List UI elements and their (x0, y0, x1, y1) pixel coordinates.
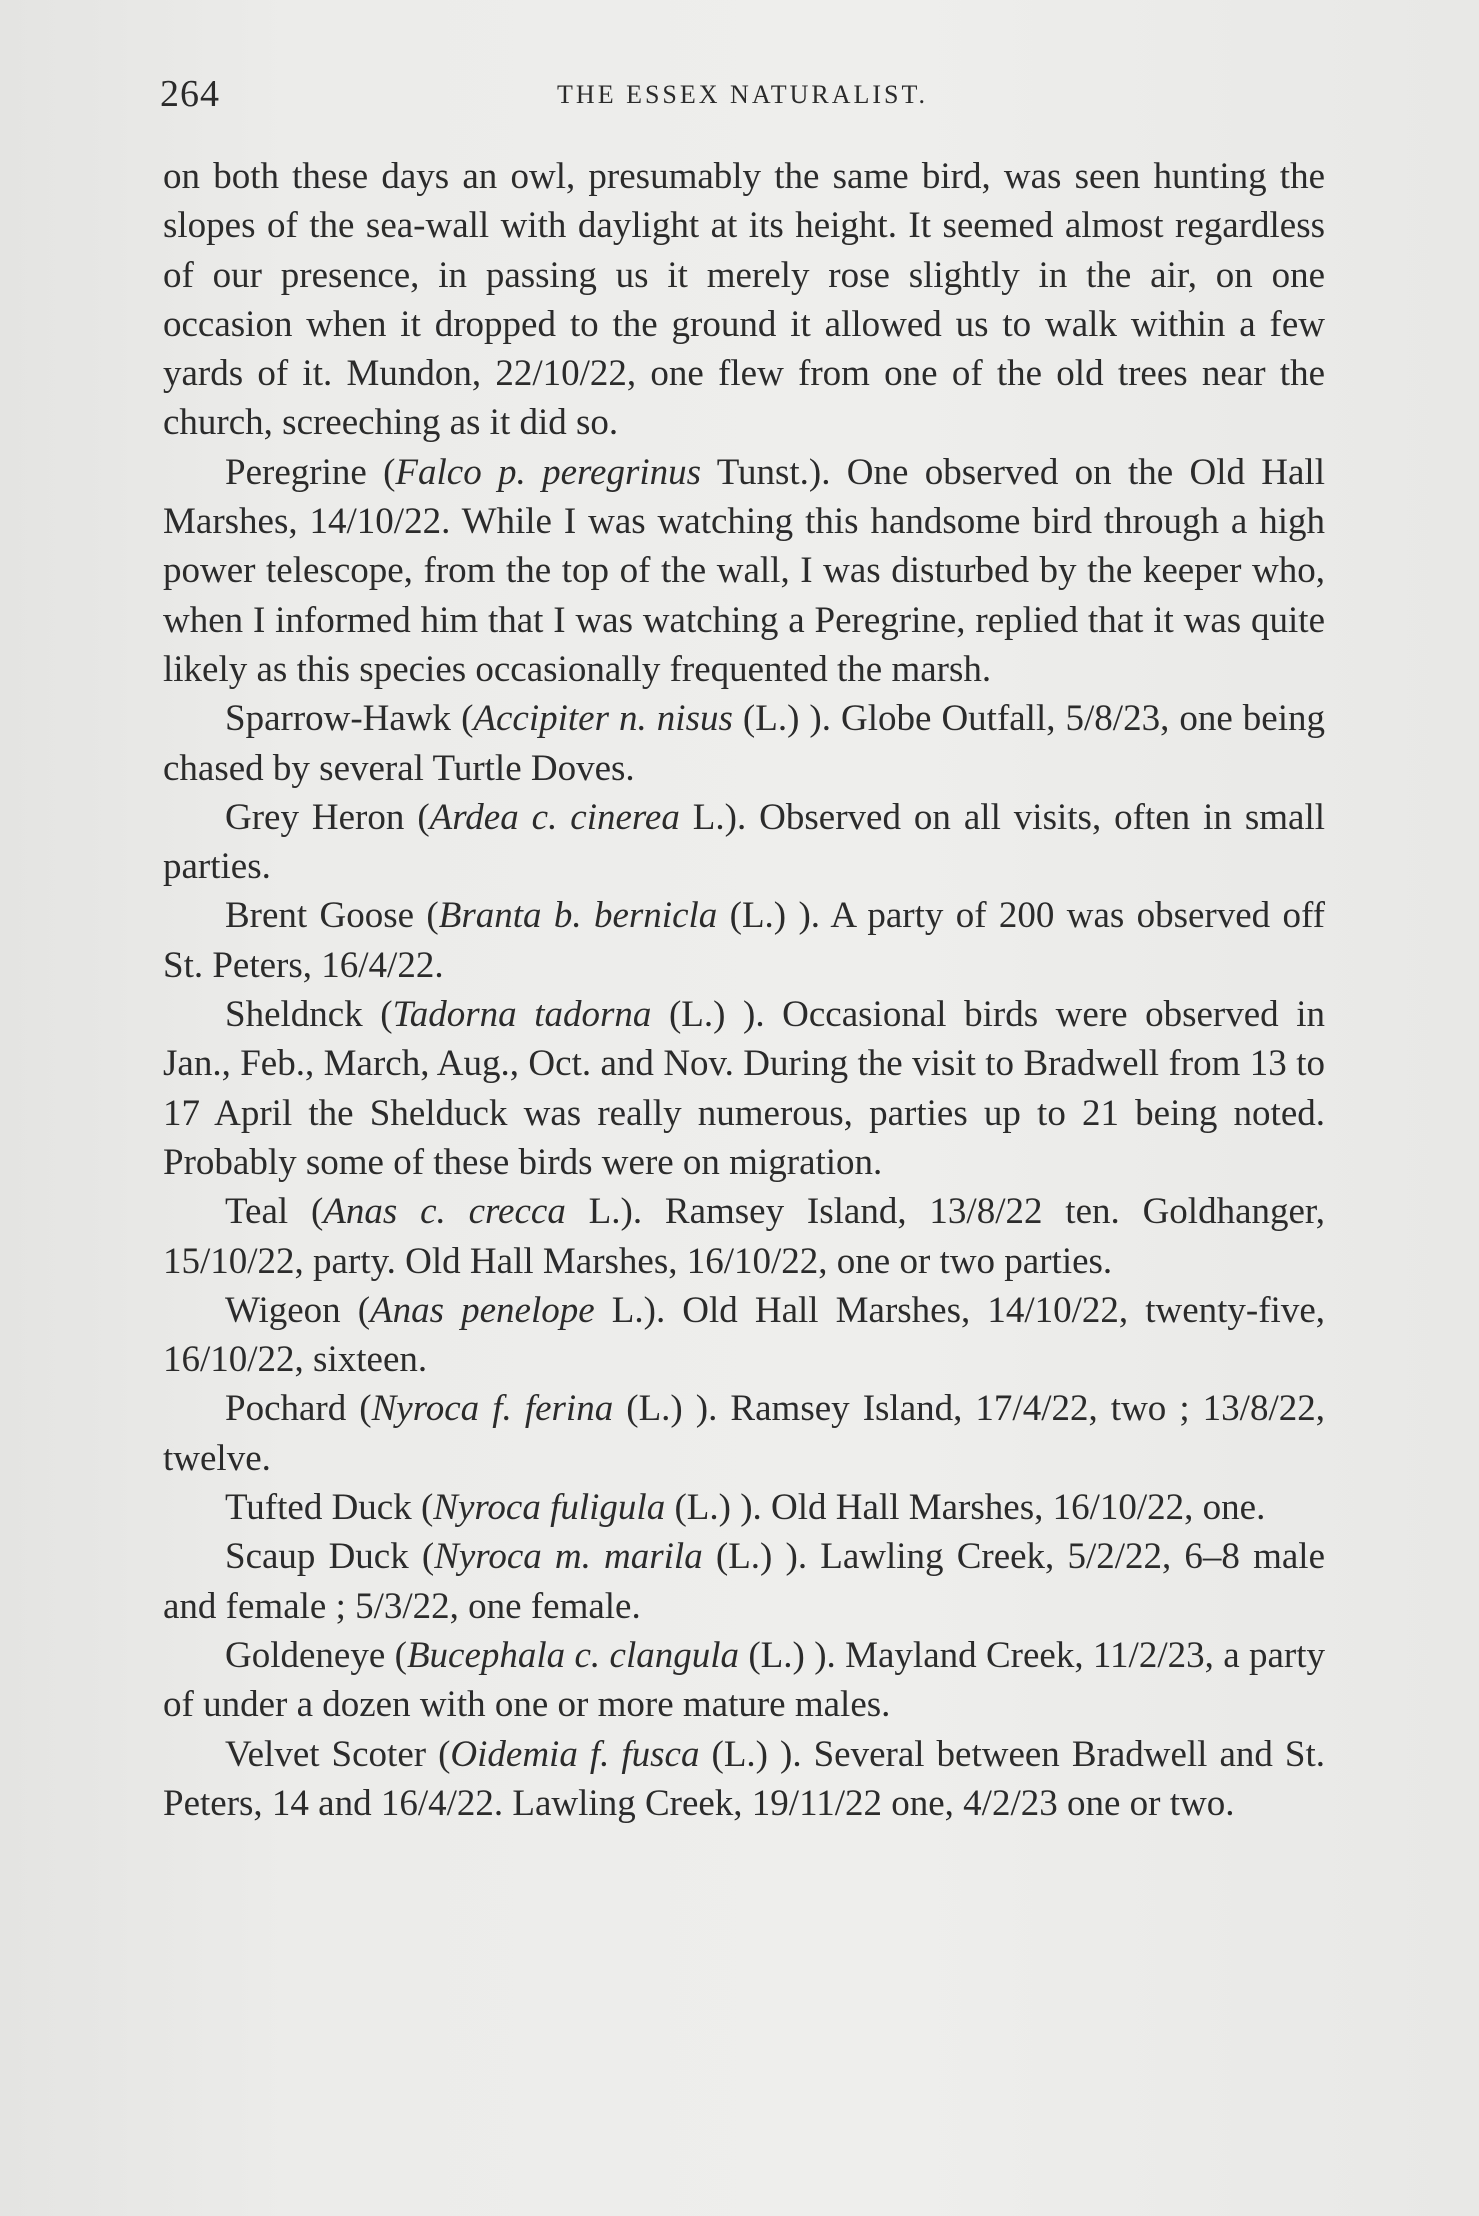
paragraph-text: (L.) ). Mayland Creek, 11/2/23, a party of under a dozen with one or more mature males. (163, 1634, 1325, 1726)
paragraph (163, 152, 1325, 448)
paragraph-text: (L.) ). Several between Bradwell and St. Peters, 14 and 16/4/22. Lawling Creek, 19/11/22 one, 4/2/23 one or two. (163, 1733, 1325, 1824)
species-name: Bucephala c. clangula (406, 1634, 740, 1676)
paragraph-text: L.). Old Hall Marshes, 14/10/22, twenty-five, 16/10/22, sixteen. (163, 1289, 1326, 1381)
species-name: Branta b. bernicla (438, 895, 718, 937)
paragraph-text: Teal ( (225, 1191, 324, 1233)
paragraph-text: Peregrine ( (225, 451, 396, 493)
paragraph-text: Pochard ( (225, 1388, 372, 1430)
paragraph-text: Goldeneye ( (225, 1634, 407, 1676)
paragraph (163, 448, 1325, 694)
running-title: THE ESSEX NATURALIST. (557, 80, 928, 109)
paragraph-text: L.). Ramsey Island, 13/8/22 ten. Goldhanger, 15/10/22, party. Old Hall Marshes, 16/10/22, one or two parties. (163, 1191, 1325, 1282)
body-text (163, 152, 1325, 1828)
page-header (160, 72, 1325, 122)
paragraph-text: on both these days an owl, presumably the same bird, was seen hunting the slopes of the sea-wall with daylight at its height. It seemed almost regardless of our presence, in passing us it merely rose slightly in the air, on one occasion when it dropped to the ground it allowed us to walk within a few yards of it. Mundon, 22/10/22, one flew from one of the old trees near the church, screeching as it did so. (163, 156, 1325, 444)
paragraph (163, 1631, 1325, 1730)
paragraph-text: (L.) ). Globe Outfall, 5/8/23, one being chased by several Turtle Doves. (163, 698, 1325, 789)
paragraph-text: Tufted Duck ( (225, 1487, 434, 1529)
paragraph (163, 1730, 1325, 1829)
species-name: Tadorna tadorna (392, 994, 652, 1036)
paragraph (163, 1532, 1325, 1631)
species-name: Oidemia f. fusca (450, 1733, 700, 1775)
species-name: Accipiter n. nisus (473, 698, 733, 740)
paragraph (163, 1384, 1325, 1483)
species-name: Nyroca m. marila (434, 1536, 703, 1578)
paragraph (163, 1286, 1325, 1385)
paragraph-text: L.). Observed on all visits, often in small parties. (163, 796, 1326, 888)
species-name: Nyroca fuligula (433, 1487, 666, 1529)
paragraph-text: Tunst.). One observed on the Old Hall Marshes, 14/10/22. While I was watching this handsome bird through a high power telescope, from the top of the wall, I was disturbed by the keeper who, when I informed him that I was watching a Peregrine, replied that it was quite likely as this species occasionally frequented the marsh. (163, 451, 1325, 690)
paragraph-text: Wigeon ( (225, 1289, 371, 1331)
paragraph (163, 891, 1325, 990)
paragraph (163, 1187, 1325, 1286)
paragraph (163, 793, 1325, 892)
species-name: Ardea c. cinerea (429, 796, 680, 838)
species-name: Nyroca f. ferina (371, 1388, 614, 1430)
species-name: Anas penelope (370, 1289, 595, 1331)
paragraph-text: (L.) ). Lawling Creek, 5/2/22, 6–8 male and female ; 5/3/22, one female. (163, 1536, 1325, 1627)
paragraph-text: (L.) ). A party of 200 was observed off St. Peters, 16/4/22. (163, 895, 1325, 986)
paragraph (163, 694, 1325, 793)
paragraph-text: Brent Goose ( (225, 895, 439, 937)
paragraph (163, 990, 1325, 1187)
paragraph-text: (L.) ). Old Hall Marshes, 16/10/22, one. (665, 1487, 1266, 1529)
paragraph-text: (L.) ). Ramsey Island, 17/4/22, two ; 13/8/22, twelve. (163, 1388, 1325, 1479)
paragraph-text: Scaup Duck ( (225, 1536, 435, 1578)
page-number: 264 (160, 73, 220, 115)
paragraph-text: Velvet Scoter ( (225, 1733, 451, 1775)
paragraph-text: (L.) ). Occasional birds were observed in Jan., Feb., March, Aug., Oct. and Nov. During the visit to Bradwell from 13 to 17 April the Shelduck was really numerous, parties up to 21 being noted. Probably some of these birds were on migration. (163, 994, 1325, 1183)
paragraph (163, 1483, 1325, 1532)
paragraph-text: Grey Heron ( (225, 796, 430, 838)
paragraph-text: Sheldnck ( (225, 994, 393, 1036)
species-name: Falco p. peregrinus (395, 451, 702, 493)
species-name: Anas c. crecca (323, 1191, 566, 1233)
paragraph-text: Sparrow-Hawk ( (225, 698, 474, 740)
